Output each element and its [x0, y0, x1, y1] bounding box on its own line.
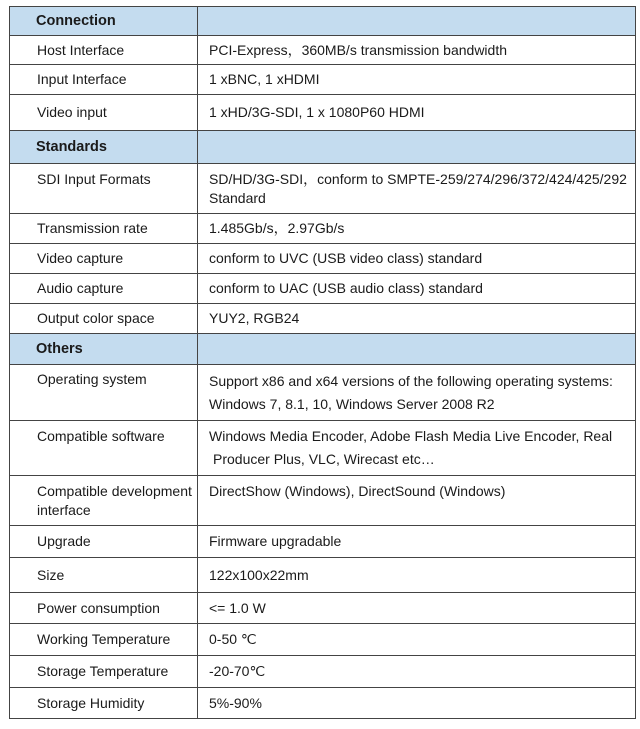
- table-row: [10, 365, 636, 421]
- table-row: [10, 558, 636, 593]
- row-value: [198, 164, 636, 214]
- row-label: [10, 476, 198, 526]
- row-value: PCI-Express，360MB/s transmission bandwidth: [198, 36, 636, 65]
- table-row: [10, 656, 636, 688]
- row-value: 1.485Gb/s，2.97Gb/s: [198, 214, 636, 244]
- section-title: Others: [10, 334, 198, 365]
- table-row: [10, 244, 636, 274]
- row-value: Firmware upgradable: [198, 526, 636, 558]
- table-row: [10, 214, 636, 244]
- row-label: Host Interface: [10, 36, 198, 65]
- row-label: Video input: [10, 95, 198, 131]
- table-row: [10, 688, 636, 719]
- row-value-line: Support x86 and x64 versions of the following operating systems:: [209, 372, 613, 389]
- row-label-line: interface: [37, 502, 91, 518]
- section-connection-header: [10, 7, 636, 36]
- row-label: Compatible software: [10, 421, 198, 476]
- section-standards-header: [10, 131, 636, 164]
- row-label: Output color space: [10, 304, 198, 334]
- row-label: Storage Temperature: [10, 656, 198, 688]
- row-value: 1 xHD/3G-SDI, 1 x 1080P60 HDMI: [198, 95, 636, 131]
- table-row: [10, 476, 636, 526]
- row-label: Transmission rate: [10, 214, 198, 244]
- row-label: Video capture: [10, 244, 198, 274]
- table-row: [10, 421, 636, 476]
- table-row: [10, 36, 636, 65]
- row-value-line: Windows Media Encoder, Adobe Flash Media Live Encoder, Real: [209, 428, 613, 444]
- row-value-line: Windows 7, 8.1, 10, Windows Server 2008 R2: [209, 395, 495, 412]
- table-row: [10, 304, 636, 334]
- row-value: 122x100x22mm: [198, 558, 636, 593]
- section-title: Standards: [10, 131, 198, 164]
- row-value: DirectShow (Windows), DirectSound (Windows): [198, 476, 636, 526]
- row-value-line: SD/HD/3G-SDI，conform to SMPTE-259/274/296/372/424/425/292: [209, 170, 627, 187]
- row-value: [198, 365, 636, 421]
- row-value: [198, 421, 636, 476]
- row-value: -20-70℃: [198, 656, 636, 688]
- row-value: 5%-90%: [198, 688, 636, 719]
- row-value: 0-50 ℃: [198, 624, 636, 656]
- row-label: Upgrade: [10, 526, 198, 558]
- row-value: 1 xBNC, 1 xHDMI: [198, 65, 636, 95]
- row-value-line-indented: Producer Plus, VLC, Wirecast etc…: [213, 451, 435, 467]
- row-label: Size: [10, 558, 198, 593]
- row-label: Power consumption: [10, 593, 198, 624]
- row-value: YUY2, RGB24: [198, 304, 636, 334]
- row-label: Input Interface: [10, 65, 198, 95]
- section-others-header: [10, 334, 636, 365]
- table-row: [10, 164, 636, 214]
- section-title: Connection: [10, 7, 198, 36]
- row-label: Operating system: [10, 365, 198, 421]
- table-row: [10, 593, 636, 624]
- row-label: Audio capture: [10, 274, 198, 304]
- row-value-line: Standard: [209, 189, 266, 206]
- row-value-line: [209, 448, 635, 471]
- spec-table: [9, 6, 636, 719]
- table-row: [10, 274, 636, 304]
- row-label: SDI Input Formats: [10, 164, 198, 214]
- table-row: [10, 526, 636, 558]
- table-row: [10, 95, 636, 131]
- row-value: <= 1.0 W: [198, 593, 636, 624]
- table-row: [10, 624, 636, 656]
- row-value: conform to UAC (USB audio class) standard: [198, 274, 636, 304]
- row-label: Storage Humidity: [10, 688, 198, 719]
- table-row: [10, 65, 636, 95]
- row-value: conform to UVC (USB video class) standard: [198, 244, 636, 274]
- row-label: Working Temperature: [10, 624, 198, 656]
- row-label-line: Compatible development: [37, 483, 192, 499]
